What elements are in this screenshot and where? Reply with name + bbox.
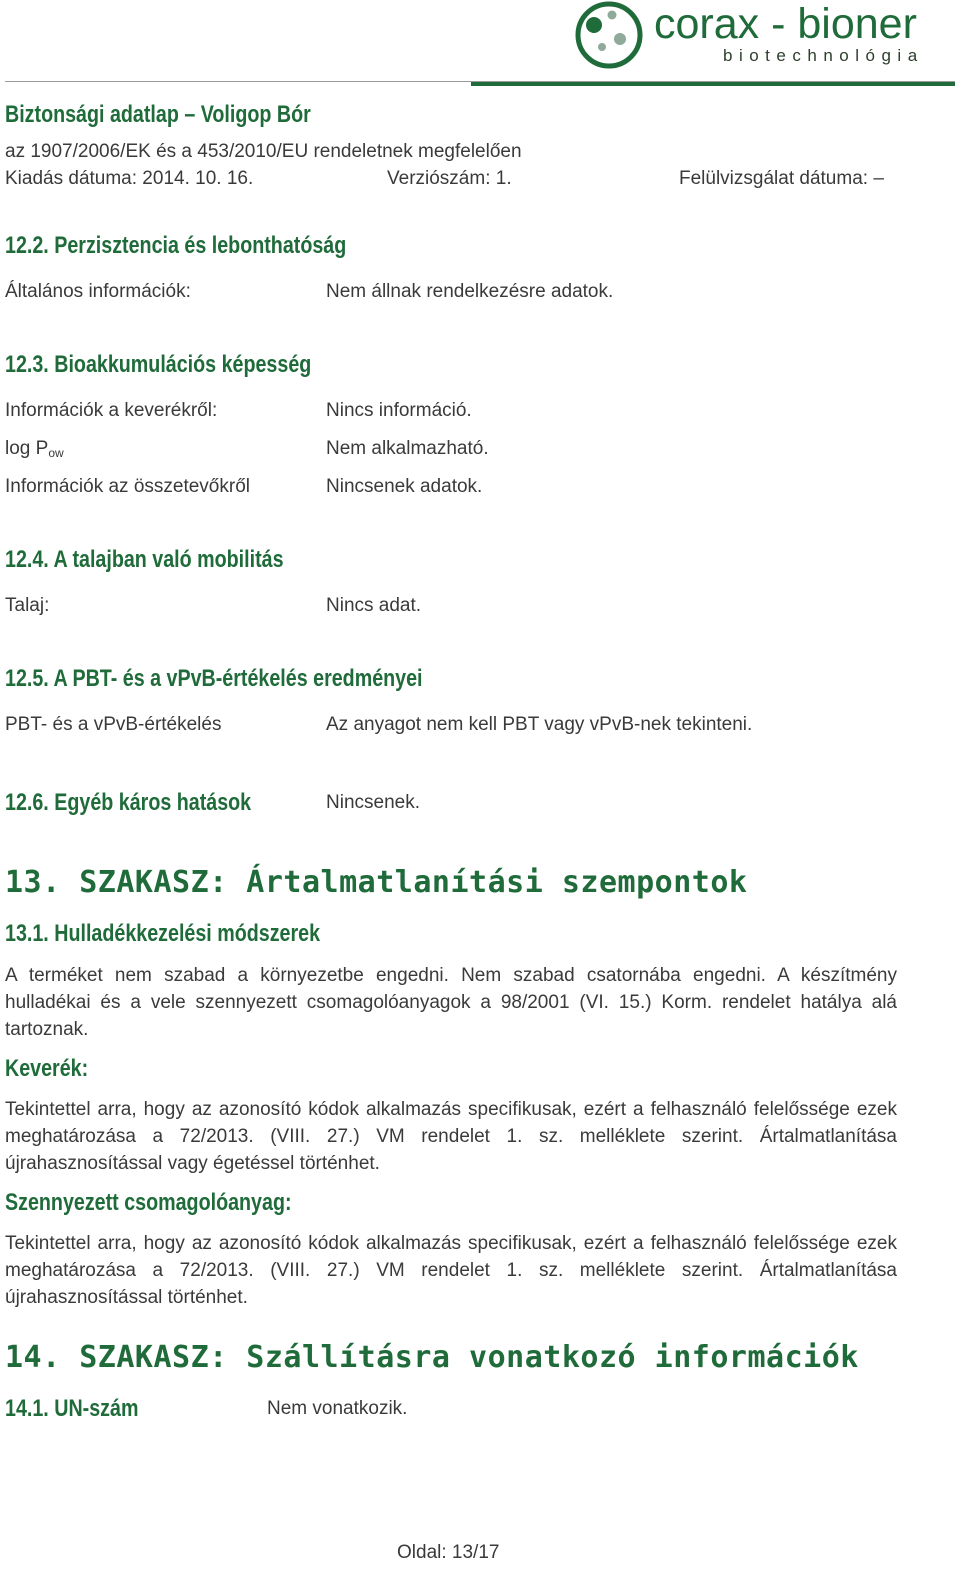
logo-name: corax - bioner [654, 0, 917, 48]
section-12-3-title: 12.3. Bioakkumulációs képesség [5, 351, 312, 378]
log-pow-value: Nem alkalmazható. [326, 438, 489, 459]
version-number: Verziószám: 1. [387, 168, 512, 189]
general-info-label: Általános információk: [5, 281, 191, 302]
section-12-4-title: 12.4. A talajban való mobilitás [5, 546, 284, 573]
section-12-2-title: 12.2. Perzisztencia és lebonthatóság [5, 232, 347, 259]
components-info-label: Információk az összetevőkről [5, 476, 250, 497]
general-info-value: Nem állnak rendelkezésre adatok. [326, 281, 614, 302]
revision-date: Felülvizsgálat dátuma: – [679, 168, 884, 189]
section-12-5-title: 12.5. A PBT- és a vPvB-értékelés eredményei [5, 665, 423, 692]
document-title: Biztonsági adatlap – Voligop Bór [5, 101, 311, 128]
components-info-value: Nincsenek adatok. [326, 476, 483, 497]
page-number: Oldal: 13/17 [397, 1542, 500, 1563]
issue-date: Kiadás dátuma: 2014. 10. 16. [5, 168, 254, 189]
mixture-info-label: Információk a keverékről: [5, 400, 218, 421]
waste-paragraph: A terméket nem szabad a környezetbe engedni. Nem szabad csatornába engedni. A készítmény hulladékai és a vele szennyezett csomagolóanyagok a 98/2001 (VI. 15.) Korm. rendelet hatálya alá tartoznak. [5, 965, 897, 1040]
mixture-info-value: Nincs információ. [326, 400, 472, 421]
section-14-title: 14. SZAKASZ: Szállításra vonatkozó információk [5, 1340, 859, 1375]
log-pow-label: $\log P_{ow}$ [5, 438, 64, 460]
un-number-label: 14.1. UN-szám [5, 1395, 139, 1422]
packaging-paragraph: Tekintettel arra, hogy az azonosító kódok alkalmazás specifikusak, ezért a felhasználó felelőssége ezek meghatározása a 72/2013. (VIII. 27.) VM rendelet 1. sz. melléklete szerint. Ártalmatlanítása újrahasznosítással történhet. [5, 1233, 897, 1308]
mixture-subtitle: Keverék: [5, 1055, 89, 1082]
pbt-value: Az anyagot nem kell PBT vagy vPvB-nek tekinteni. [326, 714, 753, 735]
soil-value: Nincs adat. [326, 595, 422, 616]
soil-label: Talaj: [5, 595, 50, 616]
section-12-6-title: 12.6. Egyéb káros hatások [5, 789, 252, 816]
mixture-paragraph: Tekintettel arra, hogy az azonosító kódok alkalmazás specifikusak, ezért a felhasználó felelőssége ezek meghatározása a 72/2013. (VIII. 27.) VM rendelet 1. sz. melléklete szerint. Ártalmatlanítása újrahasznosítással vagy égetéssel történhet. [5, 1099, 897, 1174]
header-accent-bar [471, 82, 955, 86]
other-effects-value: Nincsenek. [326, 792, 420, 813]
section-13-1-title: 13.1. Hulladékkezelési módszerek [5, 920, 321, 947]
packaging-subtitle: Szennyezett csomagolóanyag: [5, 1189, 292, 1216]
section-13-title: 13. SZAKASZ: Ártalmatlanítási szempontok [5, 865, 748, 900]
logo-tagline: biotechnológia [723, 46, 924, 65]
logo-circle-icon [574, 0, 644, 70]
regulation-line: az 1907/2006/EK és a 453/2010/EU rendeletnek megfelelően [5, 141, 522, 162]
un-number-value: Nem vonatkozik. [267, 1398, 408, 1419]
pbt-label: PBT- és a vPvB-értékelés [5, 714, 222, 735]
